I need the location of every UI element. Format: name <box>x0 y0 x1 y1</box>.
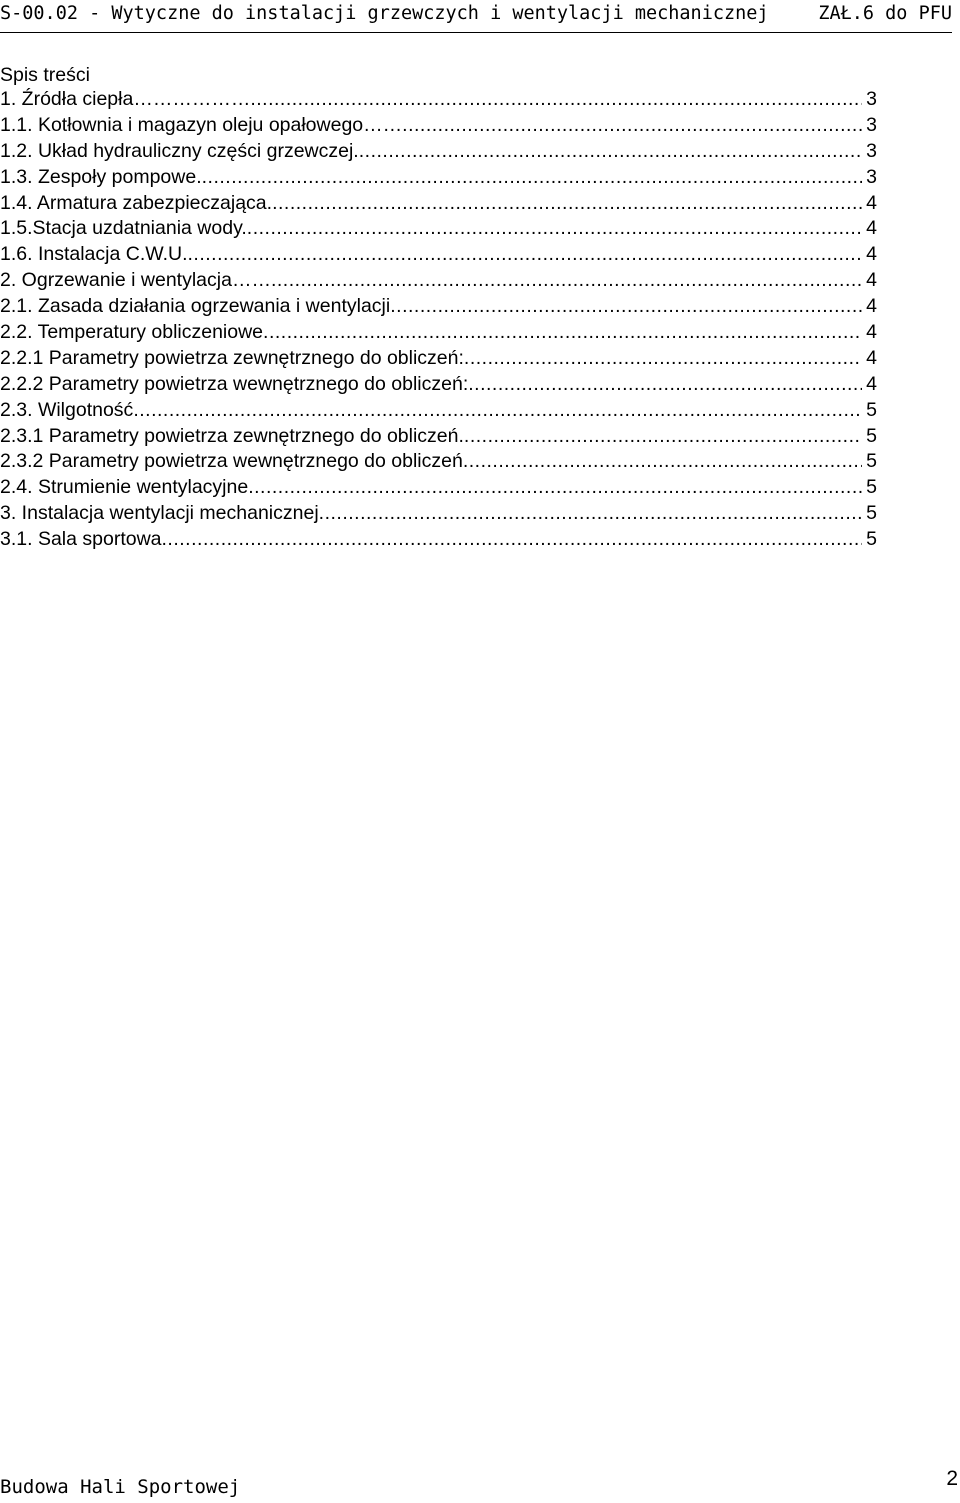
table-of-contents <box>0 87 877 553</box>
toc-entry-label: 1.2. Układ hydrauliczny części grzewczej. <box>0 139 359 162</box>
toc-entry[interactable] <box>0 294 877 320</box>
toc-entry-label: 3. Instalacja wentylacji mechanicznej <box>0 502 319 525</box>
toc-entry-label: 2.3. Wilgotność <box>0 398 134 421</box>
toc-entry-page: 4 <box>866 346 877 369</box>
toc-entry[interactable] <box>0 501 877 527</box>
header-attachment-label: ZAŁ.6 do PFU <box>818 3 952 24</box>
toc-entry[interactable] <box>0 216 877 242</box>
toc-entry-page: 4 <box>866 191 877 214</box>
toc-entry-page: 5 <box>866 476 877 499</box>
toc-dot-leader <box>133 398 862 422</box>
toc-dot-leader <box>263 320 862 344</box>
toc-entry[interactable] <box>0 139 877 165</box>
toc-entry-page: 5 <box>866 424 877 447</box>
toc-entry-label: 2.2.2 Parametry powietrza wewnętrznego do obliczeń: <box>0 372 469 395</box>
toc-dot-leader <box>272 191 862 215</box>
toc-dot-leader <box>250 87 862 111</box>
toc-title: Spis treści <box>0 64 90 86</box>
toc-entry[interactable] <box>0 87 877 113</box>
toc-entry-page: 4 <box>866 217 877 240</box>
toc-entry[interactable] <box>0 191 877 217</box>
toc-entry-page: 5 <box>866 450 877 473</box>
toc-entry-page: 3 <box>866 88 877 110</box>
toc-entry-label: 1. Źródła ciepła……………… <box>0 88 251 110</box>
footer-page-number: 2 <box>946 1467 958 1490</box>
toc-entry-label: 1.1. Kotłownia i magazyn oleju opałowego…… <box>0 113 403 136</box>
toc-dot-leader <box>162 527 863 551</box>
toc-entry-label: 2.1. Zasada działania ogrzewania i wentylacji <box>0 295 391 318</box>
toc-entry-page: 4 <box>866 321 877 344</box>
toc-entry-label: 2.4. Strumienie wentylacyjne <box>0 476 249 499</box>
toc-dot-leader <box>271 268 862 292</box>
toc-dot-leader <box>248 475 862 499</box>
toc-entry-label: 1.4. Armatura zabezpieczająca. <box>0 191 273 214</box>
toc-dot-leader <box>247 216 862 240</box>
toc-entry[interactable] <box>0 242 877 268</box>
toc-entry[interactable] <box>0 424 877 450</box>
toc-dot-leader <box>464 424 862 448</box>
toc-entry-page: 4 <box>866 295 877 318</box>
toc-dot-leader <box>390 294 862 318</box>
page-header <box>0 2 952 33</box>
toc-entry[interactable] <box>0 372 877 398</box>
toc-entry-page: 3 <box>866 165 877 188</box>
toc-entry[interactable] <box>0 449 877 475</box>
toc-dot-leader <box>359 139 862 163</box>
toc-entry-page: 3 <box>866 139 877 162</box>
toc-dot-leader <box>463 449 862 473</box>
toc-dot-leader <box>188 242 863 266</box>
toc-dot-leader <box>402 113 862 137</box>
toc-entry-page: 4 <box>866 372 877 395</box>
toc-dot-leader <box>468 372 862 396</box>
toc-entry-page: 4 <box>866 269 877 292</box>
toc-dot-leader <box>464 346 862 370</box>
footer-project-name: Budowa Hali Sportowej <box>0 1476 241 1498</box>
header-document-title: S-00.02 - Wytyczne do instalacji grzewczych i wentylacji mechanicznej <box>0 3 769 24</box>
toc-entry-page: 5 <box>866 502 877 525</box>
toc-entry-label: 2.2. Temperatury obliczeniowe <box>0 321 264 344</box>
toc-entry[interactable] <box>0 527 877 553</box>
toc-entry[interactable] <box>0 475 877 501</box>
toc-entry[interactable] <box>0 320 877 346</box>
toc-entry-label: 2.2.1 Parametry powietrza zewnętrznego do obliczeń: <box>0 346 464 369</box>
toc-entry-label: 1.6. Instalacja C.W.U. <box>0 243 188 266</box>
toc-entry-label: 2. Ogrzewanie i wentylacja…… <box>0 269 271 292</box>
toc-entry-label: 2.3.2 Parametry powietrza wewnętrznego do obliczeń <box>0 450 463 473</box>
toc-entry-label: 3.1. Sala sportowa <box>0 528 162 551</box>
toc-dot-leader <box>202 165 863 189</box>
toc-entry-page: 4 <box>866 243 877 266</box>
toc-entry-page: 3 <box>866 113 877 136</box>
toc-entry[interactable] <box>0 165 877 191</box>
toc-entry[interactable] <box>0 346 877 372</box>
toc-entry-page: 5 <box>866 398 877 421</box>
toc-entry[interactable] <box>0 268 877 294</box>
toc-entry-page: 5 <box>866 528 877 551</box>
toc-entry-label: 1.5.Stacja uzdatniania wody. <box>0 217 247 240</box>
toc-dot-leader <box>319 501 862 525</box>
toc-entry-label: 2.3.1 Parametry powietrza zewnętrznego do obliczeń. <box>0 424 464 447</box>
toc-entry[interactable] <box>0 398 877 424</box>
toc-entry[interactable] <box>0 113 877 139</box>
toc-entry-label: 1.3. Zespoły pompowe. <box>0 165 202 188</box>
